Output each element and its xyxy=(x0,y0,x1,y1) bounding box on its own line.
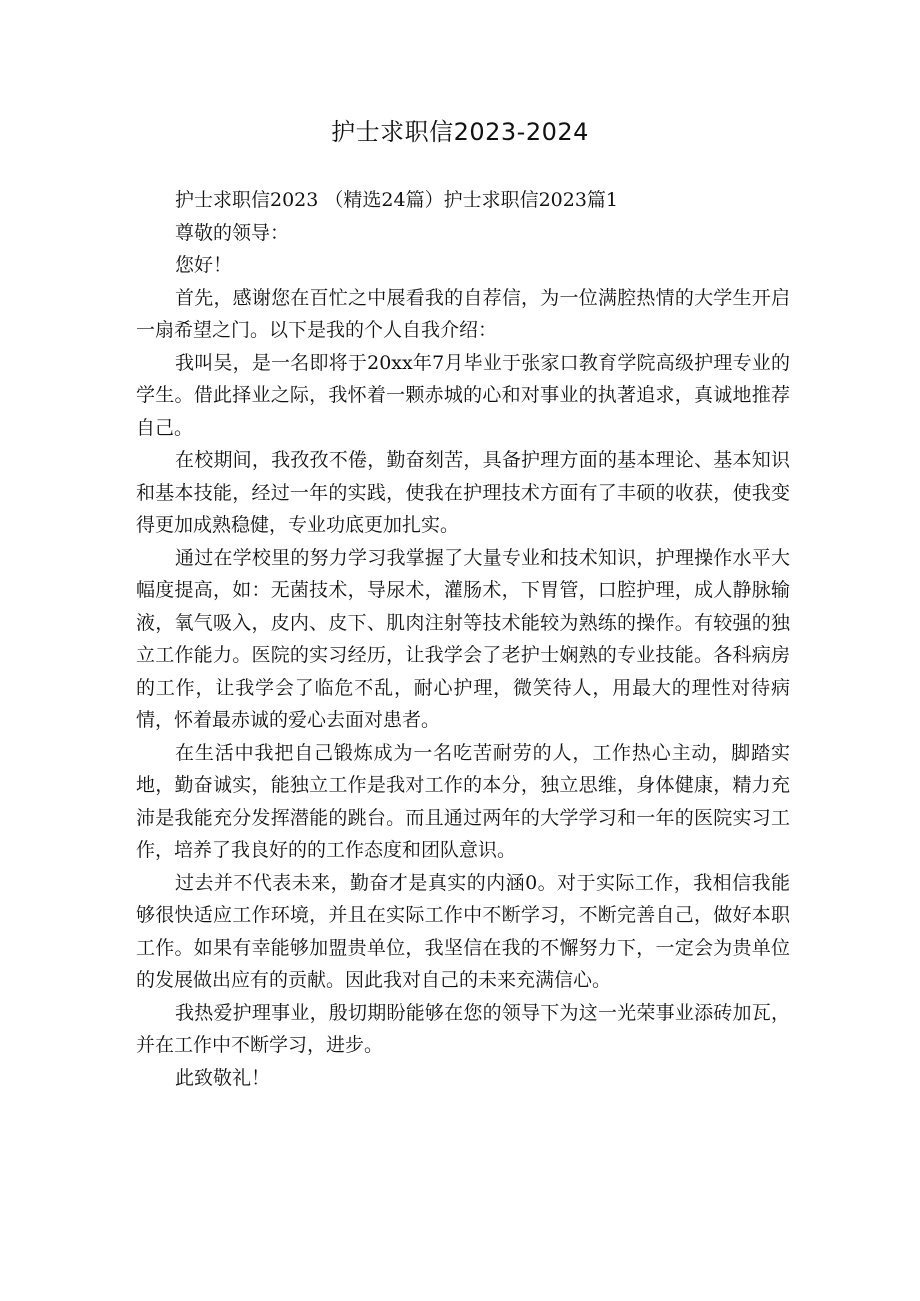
heading-line: 护士求职信2023 （精选24篇）护士求职信2023篇1 xyxy=(175,189,619,211)
document-title: 护士求职信2023-2024 xyxy=(331,118,589,146)
body-paragraph: 我热爱护理事业，殷切期盼能够在您的领导下为这一光荣事业添砖加瓦，并在工作中不断学习，进步。 xyxy=(136,1001,790,1056)
body-paragraph: 通过在学校里的努力学习我掌握了大量专业和技术知识，护理操作水平大幅度提高，如：无菌技术，导尿术，灌肠术，下胃管，口腔护理，成人静脉输液，氧气吸入，皮内、皮下、肌肉注射等技术能较为熟练的操作。有较强的独立工作能力。医院的实习经历，让我学会了老护士娴熟的专业技能。各科病房的工作，让我学会了临危不乱，耐心护理，微笑待人，用最大的理性对待病情，怀着最赤诚的爱心去面对患者。 xyxy=(136,546,790,731)
greeting: 您好！ xyxy=(175,254,233,276)
body-paragraph: 在生活中我把自己锻炼成为一名吃苦耐劳的人，工作热心主动，脚踏实地，勤奋诚实，能独立工作是我对工作的本分，独立思维，身体健康，精力充沛是我能充分发挥潜能的跳台。而且通过两年的大学学习和一年的医院实习工作，培养了我良好的的工作态度和团队意识。 xyxy=(136,741,790,861)
body-paragraph: 我叫吴，是一名即将于20xx年7月毕业于张家口教育学院高级护理专业的学生。借此择业之际，我怀着一颗赤城的心和对事业的执著追求，真诚地推荐自己。 xyxy=(136,351,790,439)
body-paragraph: 在校期间，我孜孜不倦，勤奋刻苦，具备护理方面的基本理论、基本知识和基本技能，经过一年的实践，使我在护理技术方面有了丰硕的收获，使我变得更加成熟稳健，专业功底更加扎实。 xyxy=(136,449,790,536)
document-body xyxy=(136,184,790,1094)
closing: 此致敬礼！ xyxy=(175,1066,271,1089)
body-paragraph: 首先，感谢您在百忙之中展看我的自荐信，为一位满腔热情的大学生开启一扇希望之门。以下是我的个人自我介绍： xyxy=(136,286,790,341)
body-paragraph: 过去并不代表未来，勤奋才是真实的内涵0。对于实际工作，我相信我能够很快适应工作环境，并且在实际工作中不断学习，不断完善自己，做好本职工作。如果有幸能够加盟贵单位，我坚信在我的不懈努力下，一定会为贵单位的发展做出应有的贡献。因此我对自己的未来充满信心。 xyxy=(136,871,790,991)
salutation: 尊敬的领导： xyxy=(175,221,290,244)
